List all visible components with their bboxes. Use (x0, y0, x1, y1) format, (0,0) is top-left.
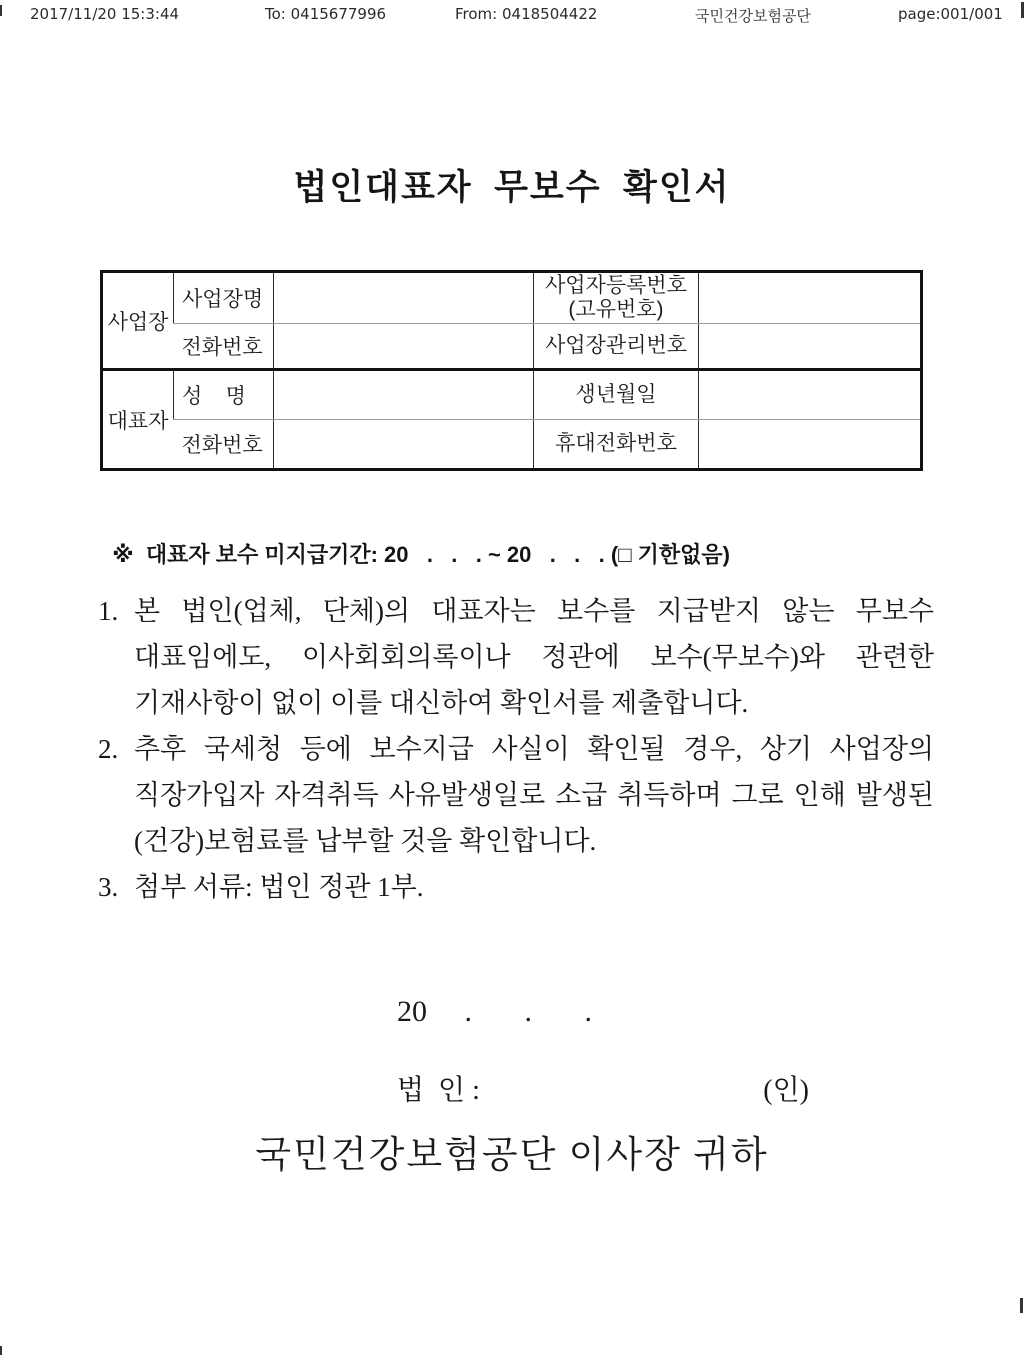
paragraph-1 (98, 588, 934, 726)
rep-birthdate-value (699, 370, 922, 420)
no-deadline-checkbox: □ (618, 542, 632, 567)
workplace-phone-label: 전화번호 (181, 336, 263, 359)
workplace-phone-value (274, 324, 534, 370)
paragraph-2-number: 2. (98, 734, 119, 764)
applicant-info-table (100, 270, 923, 471)
bizreg-number-value (699, 272, 922, 324)
paragraph-2-text: 추후 국세청 등에 보수지급 사실이 확인될 경우, 상기 사업장의 직장가입자 자격취득 사유발생일로 소급 취득하며 그로 인해 발생된 (건강)보험료를 납부할 것을 확인합니다. (134, 734, 934, 856)
fax-page-count: page:001/001 (898, 5, 1003, 23)
workplace-mgmt-number-label: 사업장관리번호 (534, 324, 699, 370)
workplace-section (102, 272, 922, 370)
bizreg-number-label-sub: (고유번호) (568, 298, 664, 321)
paragraph-1-number: 1. (98, 596, 119, 626)
unpaid-period-line (100, 512, 930, 569)
info-table-wrap (100, 270, 923, 471)
scan-artifact (1020, 1298, 1023, 1313)
representative-section (102, 370, 922, 470)
rep-name-label: 성 명 (174, 370, 274, 420)
workplace-name-label: 사업장명 (174, 272, 274, 324)
declaration-paragraphs (98, 588, 934, 910)
scan-artifact (0, 5, 2, 16)
bizreg-number-label (534, 272, 699, 324)
fax-from-number: From: 0418504422 (455, 5, 598, 23)
rep-phone-value (274, 420, 534, 470)
workplace-mgmt-number-value (699, 324, 922, 370)
bizreg-number-label-main: 사업자등록번호 (544, 274, 687, 297)
paragraph-2 (98, 726, 934, 864)
unpaid-period-text: ※ 대표자 보수 미지급기간: 20 . . . ~ 20 . . . ( (112, 542, 619, 567)
signature-line (397, 1068, 809, 1108)
paragraph-3 (98, 864, 934, 910)
scan-artifact (0, 1346, 2, 1355)
paragraph-1-text: 본 법인(업체, 단체)의 대표자는 보수를 지급받지 않는 무보수 대표임에도, 이사회회의록이나 정관에 보수(무보수)와 관련한 기재사항이 없이 이를 대신하여 확인서를 제출합니다. (134, 596, 934, 718)
seal-placeholder: (인) (763, 1075, 809, 1106)
corporation-label: 법 인 : (397, 1075, 480, 1106)
paragraph-3-number: 3. (98, 872, 119, 902)
date-blank-line: 20 . . . (397, 995, 592, 1028)
rep-mobile-label: 휴대전화번호 (534, 420, 699, 470)
addressee-line: 국민건강보험공단 이사장 귀하 (255, 1135, 769, 1176)
rep-phone-label: 전화번호 (181, 434, 263, 457)
fax-to-number: To: 0415677996 (265, 5, 387, 23)
rep-name-value (274, 370, 534, 420)
fax-sender-org: 국민건강보험공단 (695, 7, 811, 25)
no-deadline-label: 기한없음) (631, 542, 730, 567)
rep-mobile-value (699, 420, 922, 470)
fax-datetime: 2017/11/20 15:3:44 (30, 5, 180, 23)
group-label-representative: 대표자 (102, 370, 174, 470)
paragraph-3-text: 첨부 서류: 법인 정관 1부. (134, 872, 424, 902)
document-title: 법인대표자 무보수 확인서 (293, 168, 731, 207)
group-label-workplace: 사업장 (107, 310, 169, 334)
workplace-name-value (274, 272, 534, 324)
rep-birthdate-label: 생년월일 (534, 370, 699, 420)
fax-header (0, 5, 1024, 27)
